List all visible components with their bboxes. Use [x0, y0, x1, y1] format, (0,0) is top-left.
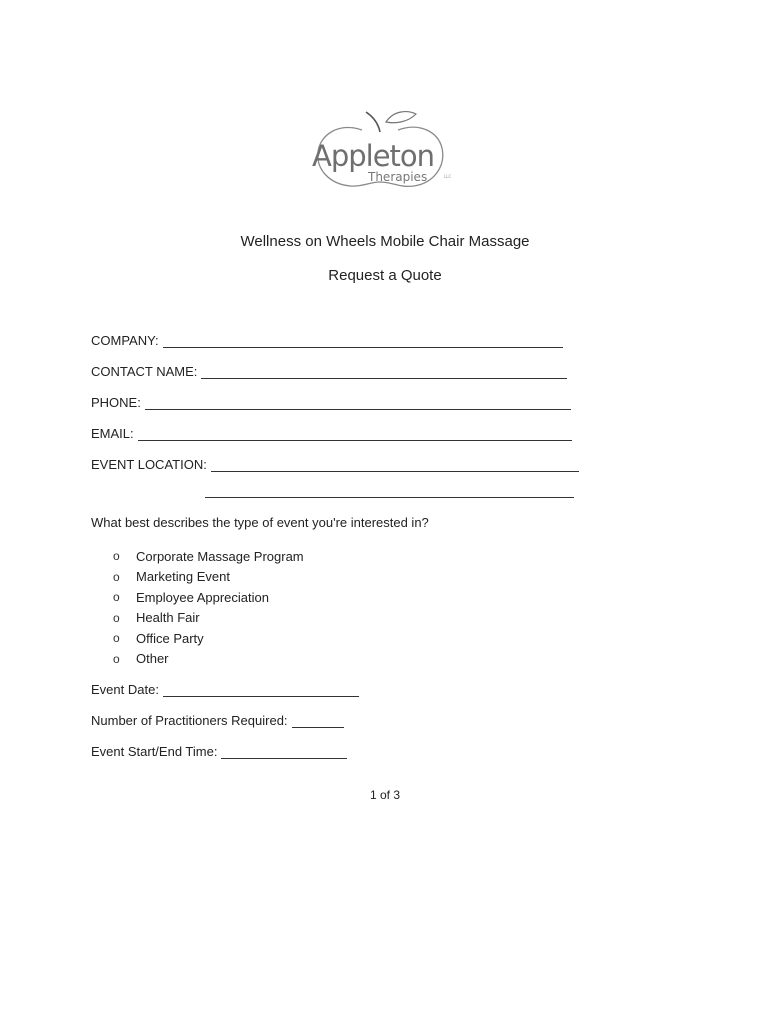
- practitioners-label: Number of Practitioners Required:: [91, 713, 288, 728]
- option-label: Health Fair: [136, 610, 200, 626]
- company-label: COMPANY:: [91, 333, 159, 348]
- event-date-input-line[interactable]: [163, 682, 359, 697]
- start-end-time-label: Event Start/End Time:: [91, 744, 218, 759]
- option-label: Other: [136, 651, 169, 667]
- email-field[interactable]: [91, 423, 572, 441]
- start-end-time-field[interactable]: [91, 741, 347, 759]
- phone-field[interactable]: [91, 392, 571, 410]
- contact-name-label: CONTACT NAME:: [91, 364, 198, 379]
- event-location-field[interactable]: [91, 454, 579, 472]
- event-type-options: [113, 546, 304, 669]
- circle-bullet-icon[interactable]: o: [113, 610, 120, 625]
- option-item[interactable]: [113, 546, 304, 567]
- practitioners-input-line[interactable]: [292, 713, 344, 728]
- option-item[interactable]: [113, 567, 304, 588]
- page-indicator: 1 of 3: [369, 788, 401, 802]
- contact-name-field[interactable]: [91, 361, 567, 379]
- form-title: Wellness on Wheels Mobile Chair Massage: [240, 233, 530, 250]
- practitioners-field[interactable]: [91, 710, 344, 728]
- event-location-second-line[interactable]: [205, 497, 574, 498]
- email-input-line[interactable]: [138, 426, 572, 441]
- event-type-question: What best describes the type of event you're interested in?: [91, 515, 429, 530]
- company-input-line[interactable]: [163, 333, 563, 348]
- svg-text:Appleton: Appleton: [312, 139, 435, 173]
- option-item[interactable]: [113, 628, 304, 649]
- event-date-field[interactable]: [91, 679, 359, 697]
- start-end-time-input-line[interactable]: [221, 744, 347, 759]
- phone-input-line[interactable]: [145, 395, 571, 410]
- event-location-input-line[interactable]: [211, 457, 579, 472]
- phone-label: PHONE:: [91, 395, 141, 410]
- option-item[interactable]: [113, 587, 304, 608]
- svg-text:LLC: LLC: [444, 174, 452, 179]
- option-label: Corporate Massage Program: [136, 548, 304, 564]
- circle-bullet-icon[interactable]: o: [113, 631, 120, 646]
- circle-bullet-icon[interactable]: o: [113, 549, 120, 564]
- contact-name-input-line[interactable]: [201, 364, 567, 379]
- option-label: Employee Appreciation: [136, 589, 269, 605]
- form-subtitle: Request a Quote: [328, 267, 442, 284]
- option-label: Office Party: [136, 630, 204, 646]
- event-location-label: EVENT LOCATION:: [91, 457, 207, 472]
- event-date-label: Event Date:: [91, 682, 159, 697]
- appleton-therapies-logo: [300, 108, 468, 188]
- option-item[interactable]: [113, 608, 304, 629]
- circle-bullet-icon[interactable]: o: [113, 569, 120, 584]
- svg-text:Therapies: Therapies: [368, 170, 428, 184]
- option-item[interactable]: [113, 649, 304, 670]
- option-label: Marketing Event: [136, 569, 230, 585]
- email-label: EMAIL:: [91, 426, 134, 441]
- company-field[interactable]: [91, 330, 563, 348]
- circle-bullet-icon[interactable]: o: [113, 590, 120, 605]
- circle-bullet-icon[interactable]: o: [113, 651, 120, 666]
